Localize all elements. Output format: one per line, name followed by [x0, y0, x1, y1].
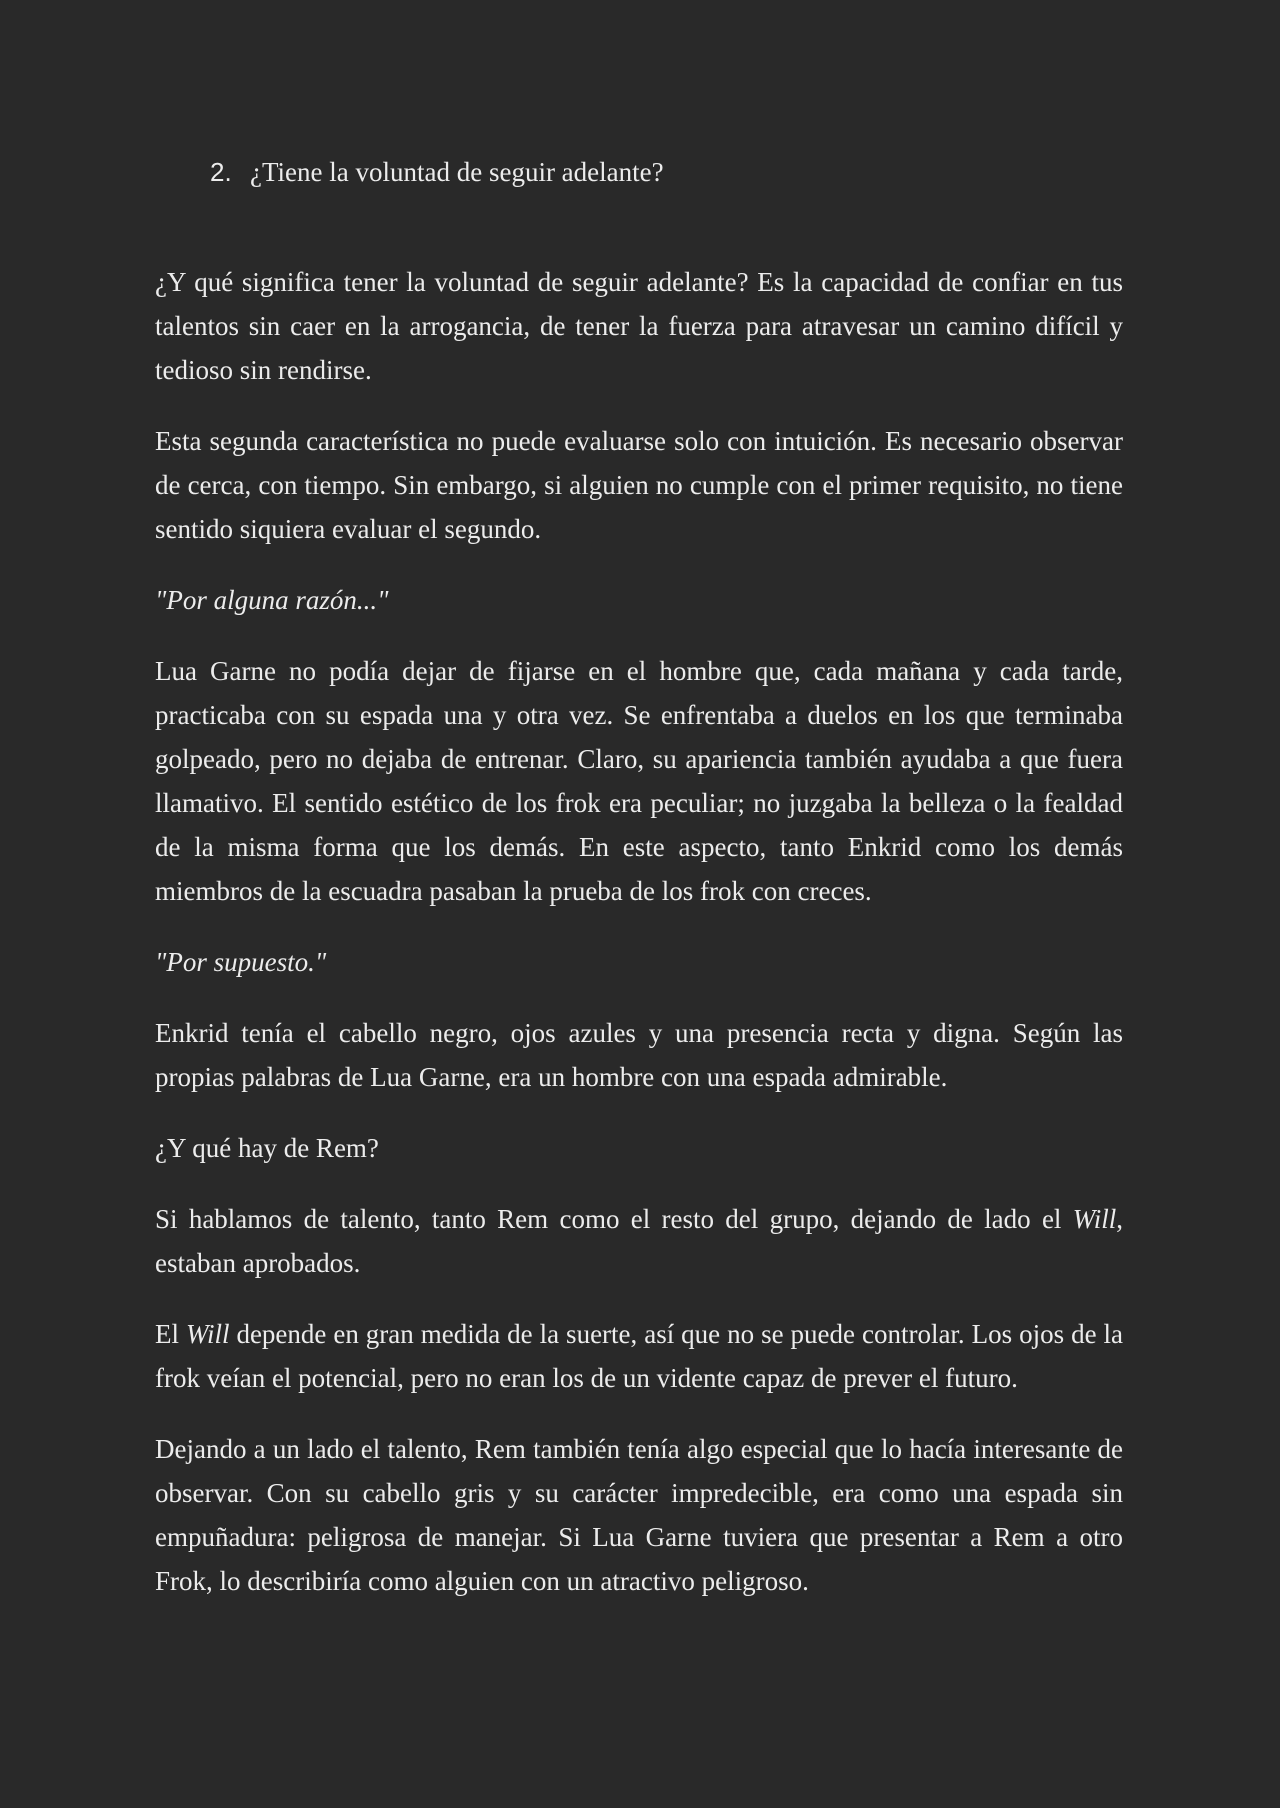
numbered-list-item: [210, 150, 1123, 194]
chapter-text: [155, 150, 1123, 1630]
paragraph-9-after: depende en gran medida de la suerte, así que no se puede controlar. Los ojos de la frok veían el potencial, pero no eran los de un vidente capaz de prever el futuro.: [155, 1319, 1124, 1393]
dialogue-line-2: "Por supuesto.": [155, 947, 327, 977]
paragraph-1: ¿Y qué significa tener la voluntad de seguir adelante? Es la capacidad de confiar en tus talentos sin caer en la arrogancia, de tener la fuerza para atravesar un camino difícil y tedioso sin rendirse.: [155, 267, 1123, 385]
paragraph-6: Enkrid tenía el cabello negro, ojos azules y una presencia recta y digna. Según las propias palabras de Lua Garne, era un hombre con una espada admirable.: [155, 1018, 1123, 1092]
paragraph-7: ¿Y qué hay de Rem?: [155, 1133, 379, 1163]
paragraph-9: [155, 1312, 1123, 1400]
paragraph-4: Lua Garne no podía dejar de fijarse en el hombre que, cada mañana y cada tarde, practicaba con su espada una y otra vez. Se enfrentaba a duelos en los que terminaba golpeado, pero no dejaba de entrenar. Claro, su apariencia también ayudaba a que fuera llamativo. El sentido estético de los frok era peculiar; no juzgaba la belleza o la fealdad de la misma forma que los demás. En este aspecto, tanto Enkrid como los demás miembros de la escuadra pasaban la prueba de los frok con creces.: [155, 656, 1123, 906]
paragraph-2: Esta segunda característica no puede evaluarse solo con intuición. Es necesario observar de cerca, con tiempo. Sin embargo, si alguien no cumple con el primer requisito, no tiene sentido siquiera evaluar el segundo.: [155, 426, 1123, 544]
paragraph-8: [155, 1197, 1123, 1285]
paragraph-8-before: Si hablamos de talento, tanto Rem como el resto del grupo, dejando de lado el: [155, 1204, 1073, 1234]
list-item-number: 2.: [210, 157, 232, 187]
paragraph-9-term: Will: [185, 1319, 230, 1349]
paragraph-8-term: Will: [1072, 1204, 1117, 1234]
paragraph-8-after: , estaban aprobados.: [155, 1204, 1123, 1278]
paragraph-10: Dejando a un lado el talento, Rem también tenía algo especial que lo hacía interesante de observar. Con su cabello gris y su carácter impredecible, era como una espada sin empuñadura: peligrosa de manejar. Si Lua Garne tuviera que presentar a Rem a otro Frok, lo describiría como alguien con un atractivo peligroso.: [155, 1434, 1123, 1596]
dialogue-line-1: "Por alguna razón...": [155, 585, 389, 615]
list-item-text: ¿Tiene la voluntad de seguir adelante?: [250, 157, 664, 187]
paragraph-9-before: El: [155, 1319, 186, 1349]
